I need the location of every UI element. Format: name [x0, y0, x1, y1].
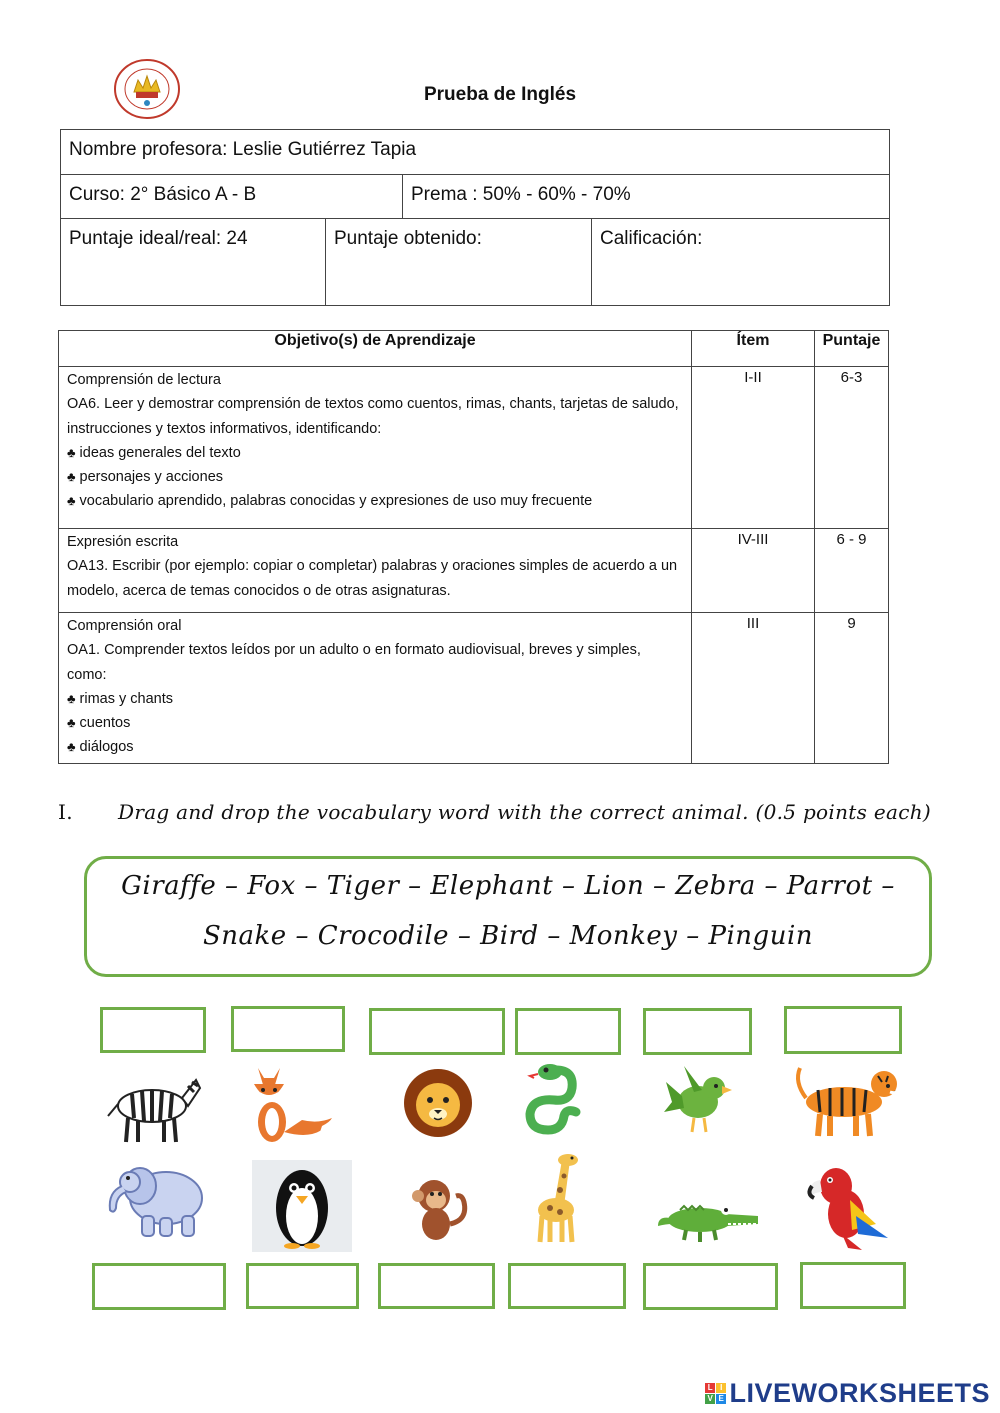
- grade-cell: Calificación:: [591, 218, 890, 306]
- objective-bullet: ♣ rimas y chants: [67, 690, 174, 707]
- elephant-image: [104, 1152, 212, 1244]
- objective-bullet: ♣ personajes y acciones: [67, 469, 224, 486]
- objective-bullet: ♣ cuentos: [67, 715, 131, 732]
- club-bullet-icon: ♣: [67, 690, 76, 706]
- crocodile-image: [656, 1194, 760, 1244]
- ideal-score-cell: Puntaje ideal/real: 24: [60, 218, 326, 306]
- objective-area: Comprensión de lectura: [67, 372, 221, 388]
- club-bullet-icon: ♣: [67, 715, 76, 731]
- giraffe-image: [524, 1150, 584, 1246]
- objective-area: Expresión escrita: [67, 534, 179, 550]
- objective-text: OA13. Escribir (por ejemplo: copiar o completar) palabras y oraciones simples de acuerdo a un modelo, acerca de temas conocidos o de otras asignaturas.: [67, 558, 678, 599]
- objective-bullet: ♣ vocabulario aprendido, palabras conocidas y expresiones de uso muy frecuente: [67, 493, 593, 510]
- liveworksheets-logo-icon: L I V E: [705, 1383, 726, 1404]
- objective-text: OA6. Leer y demostrar comprensión de textos como cuentos, rimas, chants, tarjetas de saludo, instrucciones y textos informativos, identificando:: [67, 396, 679, 437]
- word-bank-line-2[interactable]: Snake – Crocodile – Bird – Monkey – Pinguin: [202, 921, 814, 951]
- table-row: [59, 367, 889, 529]
- item-value: IV-III: [692, 529, 815, 613]
- club-bullet-icon: ♣: [67, 469, 76, 485]
- liveworksheets-watermark: [705, 1378, 990, 1409]
- objective-bullet: ♣ ideas generales del texto: [67, 444, 241, 461]
- zebra-image: [102, 1066, 202, 1146]
- drop-box-tiger[interactable]: [784, 1006, 902, 1054]
- drop-box-parrot[interactable]: [800, 1262, 906, 1309]
- fox-image: [240, 1062, 336, 1146]
- drop-box-zebra[interactable]: [100, 1007, 206, 1053]
- table-row: [59, 529, 889, 613]
- section-instruction: [58, 800, 931, 824]
- instruction-text: Drag and drop the vocabulary word with the correct animal. (0.5 points each): [118, 800, 931, 824]
- club-bullet-icon: ♣: [67, 493, 76, 509]
- drop-box-fox[interactable]: [231, 1006, 345, 1052]
- page-title: Prueba de Inglés: [423, 84, 577, 105]
- drop-box-lion[interactable]: [369, 1008, 505, 1055]
- word-bank: [84, 856, 932, 977]
- drop-box-crocodile[interactable]: [643, 1263, 778, 1310]
- objective-text: OA1. Comprender textos leídos por un adulto o en formato audiovisual, breves y simples, como:: [67, 642, 641, 683]
- bird-image: [662, 1062, 734, 1136]
- prema-cell: Prema : 50% - 60% - 70%: [402, 174, 890, 219]
- score-value: 6-3: [815, 367, 889, 529]
- tiger-image: [790, 1062, 902, 1140]
- score-value: 9: [815, 613, 889, 764]
- score-value: 6 - 9: [815, 529, 889, 613]
- obtained-score-cell: Puntaje obtenido:: [325, 218, 592, 306]
- drop-box-bird[interactable]: [643, 1008, 752, 1055]
- drop-box-giraffe[interactable]: [508, 1263, 626, 1309]
- item-value: III: [692, 613, 815, 764]
- snake-image: [518, 1060, 590, 1136]
- objectives-table: [58, 330, 889, 764]
- objective-area: Comprensión oral: [67, 618, 182, 634]
- word-bank-line-1[interactable]: Giraffe – Fox – Tiger – Elephant – Lion – Zebra – Parrot –: [121, 871, 895, 901]
- section-number: I.: [58, 800, 73, 824]
- drop-box-snake[interactable]: [515, 1008, 621, 1055]
- drop-box-penguin[interactable]: [246, 1263, 359, 1309]
- item-header: Ítem: [692, 331, 815, 367]
- monkey-image: [406, 1174, 474, 1244]
- lion-image: [402, 1066, 474, 1140]
- parrot-image: [802, 1164, 898, 1252]
- penguin-image: [252, 1160, 352, 1252]
- objective-bullet: ♣ diálogos: [67, 739, 134, 756]
- item-value: I-II: [692, 367, 815, 529]
- drop-box-elephant[interactable]: [92, 1263, 226, 1310]
- table-row: [59, 613, 889, 764]
- club-bullet-icon: ♣: [67, 444, 76, 460]
- drop-box-monkey[interactable]: [378, 1263, 495, 1309]
- score-header: Puntaje: [815, 331, 889, 367]
- objectives-header: Objetivo(s) de Aprendizaje: [59, 331, 692, 367]
- watermark-text: LIVEWORKSHEETS: [729, 1378, 990, 1408]
- teacher-cell: Nombre profesora: Leslie Gutiérrez Tapia: [60, 129, 890, 175]
- club-bullet-icon: ♣: [67, 739, 76, 755]
- course-cell: Curso: 2° Básico A - B: [60, 174, 403, 219]
